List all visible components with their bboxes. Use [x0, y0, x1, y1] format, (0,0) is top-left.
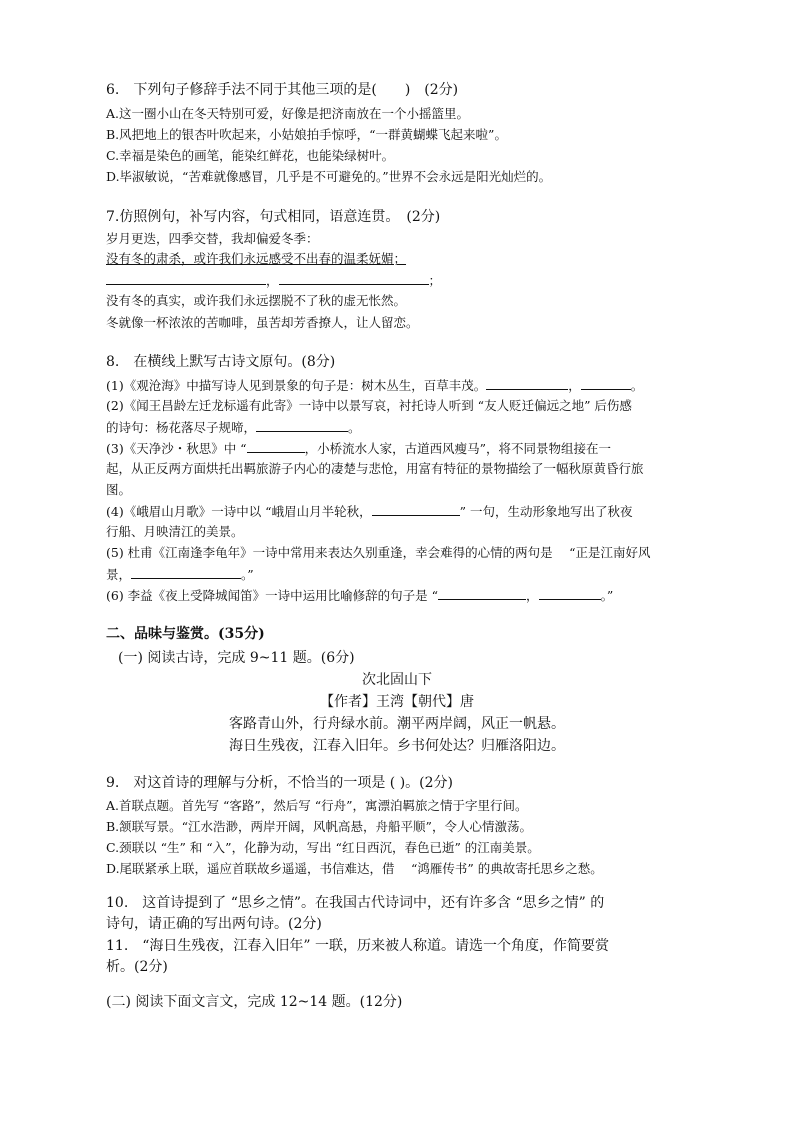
q7-semicolon: ；	[428, 273, 442, 288]
q7-line-4: 没有冬的真实，或许我们永远摆脱不了秋的虚无怅然。	[106, 293, 407, 308]
q8-item-1-blank-1[interactable]	[486, 375, 568, 390]
q8-item-5-end: 。”	[241, 567, 254, 582]
q8-item-4-text-a: (4)《峨眉山月歌》一诗中以 “峨眉山月半轮秋，	[106, 504, 372, 519]
q8-item-3-line-1	[106, 438, 611, 459]
q8-item-3-blank[interactable]	[247, 438, 305, 453]
q10-line-1: 10. 这首诗提到了 “思乡之情”。在我国古代诗词中，还有许多含 “思乡之情” 的	[106, 895, 605, 911]
q8-item-6-end: 。”	[600, 588, 614, 603]
q8-item-5-line-2	[106, 564, 254, 585]
q8-item-2-line-2	[106, 417, 361, 438]
q8-item-6-blank-2[interactable]	[539, 585, 601, 600]
q7-blank-line	[106, 270, 441, 291]
q8-item-1-end: 。	[630, 378, 644, 393]
q8-item-6-sep: ，	[526, 588, 539, 603]
q7-line-1: 岁月更迭，四季交替，我却偏爱冬季：	[106, 231, 319, 246]
q8-item-4-blank[interactable]	[372, 501, 460, 516]
q6-option-c: C.幸福是染色的画笔，能染红鲜花，也能染绿树叶。	[106, 148, 395, 163]
q7-blank-1[interactable]	[106, 270, 266, 285]
q8-item-3-text-b: ，小桥流水人家，古道西风瘦马”，将不同景物组接在一	[304, 441, 611, 456]
q9-option-c: C.颈联以 “生” 和 “入”，化静为动，写出 “红日西沉，春色已逝” 的江南美景。	[106, 840, 540, 855]
q8-item-5-blank[interactable]	[131, 564, 241, 579]
q7-blank-2[interactable]	[279, 270, 429, 285]
q9-option-b: B.颔联写景。“江水浩渺，两岸开阔，风帆高悬，舟船平顺”，令人心情激荡。	[106, 819, 532, 834]
q8-item-1	[106, 375, 643, 396]
q8-item-1-sep: ，	[568, 378, 581, 393]
q8-item-2-blank[interactable]	[256, 417, 348, 432]
q6-option-d: D.毕淑敏说，“苦难就像感冒，几乎是不可避免的。”世界不会永远是阳光灿烂的。	[106, 169, 552, 184]
q8-item-3-line-3: 图。	[106, 482, 132, 497]
q8-item-5-line-1: (5) 杜甫《江南逢李龟年》一诗中常用来表达久别重逢，幸会难得的心情的两句是 “正是江南好风	[106, 545, 651, 560]
poem-line-1: 客路青山外，行舟绿水前。潮平两岸阔，风正一帆悬。	[229, 716, 565, 732]
q7-line-5: 冬就像一杯浓浓的苦咖啡，虽苦却芳香撩人，让人留恋。	[106, 315, 419, 330]
q8-item-6-text: (6) 李益《夜上受降城闻笛》一诗中运用比喻修辞的句子是 “	[106, 588, 439, 603]
q8-item-5-text: 景，	[106, 567, 132, 582]
q11-line-2: 析。(2分)	[106, 959, 168, 975]
q8-item-4-text-b: ” 一句，生动形象地写出了秋夜	[459, 504, 633, 519]
section-2-part-1: (一) 阅读古诗，完成 9~11 题。(6分)	[118, 650, 355, 666]
q8-item-6-blank-1[interactable]	[438, 585, 526, 600]
q8-item-1-blank-2[interactable]	[581, 375, 631, 390]
section-2-part-2: (二) 阅读下面文言文，完成 12~14 题。(12分)	[106, 994, 403, 1010]
q8-item-3-line-2: 起，从正反两方面烘托出羁旅游子内心的凄楚与悲怆，用富有特征的景物描绘了一幅秋原黄昏行旅	[106, 461, 644, 476]
q9-option-d: D.尾联紧承上联，遥应首联故乡遥遥，书信难达，借 “鸿雁传书” 的典故寄托思乡之愁。	[106, 861, 603, 876]
poem-title: 次北固山下	[362, 672, 432, 688]
q8-item-4-line-2: 行船、月映清江的美景。	[106, 524, 244, 539]
q8-item-6	[106, 585, 613, 606]
q10-line-2: 诗句，请正确的写出两句诗。(2分)	[106, 916, 322, 932]
q8-item-4-line-1	[106, 501, 632, 522]
q8-item-2-text: 的诗句：杨花落尽子规啼，	[106, 420, 257, 435]
q7-stem: 7.仿照例句，补写内容，句式相同，语意连贯。 (2分)	[106, 209, 441, 225]
q8-item-2-end: 。	[348, 420, 361, 435]
q8-item-1-text: (1)《观沧海》中描写诗人见到景象的句子是：树木丛生，百草丰茂。	[106, 378, 487, 393]
q9-stem: 9. 对这首诗的理解与分析，不恰当的一项是 ( )。(2分)	[106, 775, 454, 791]
poem-line-2: 海日生残夜，江春入旧年。乡书何处达？归雁洛阳边。	[229, 738, 565, 754]
poem-author: 【作者】王湾【朝代】唐	[320, 694, 474, 710]
q8-item-3-text-a: (3)《天净沙・秋思》中 “	[106, 441, 247, 456]
q7-example-sentence: 没有冬的肃杀，或许我们永远感受不出春的温柔妩媚；	[106, 251, 407, 266]
q6-option-a: A.这一圈小山在冬天特别可爱，好像是把济南放在一个小摇篮里。	[106, 106, 470, 121]
q8-item-2-line-1: (2)《闻王昌龄左迁龙标遥有此寄》一诗中以景写哀，衬托诗人听到 “友人贬迁偏远之地” 后伤感	[106, 398, 632, 413]
q11-line-1: 11. “海日生残夜，江春入旧年” 一联，历来被人称道。请选一个角度，作简要赏	[106, 938, 610, 954]
q9-option-a: A.首联点题。首先写 “客路”，然后写 “行舟”，寓漂泊羁旅之情于字里行间。	[106, 798, 528, 813]
section-2-title: 二、品味与鉴赏。(35分)	[106, 626, 265, 642]
q7-comma: ，	[266, 273, 279, 288]
q6-stem: 6. 下列句子修辞手法不同于其他三项的是( ) (2分)	[106, 82, 459, 98]
q8-stem: 8. 在横线上默写古诗文原句。(8分)	[106, 354, 336, 370]
q6-option-b: B.风把地上的银杏叶吹起来，小姑娘拍手惊呼，“一群黄蝴蝶飞起来啦”。	[106, 127, 507, 142]
